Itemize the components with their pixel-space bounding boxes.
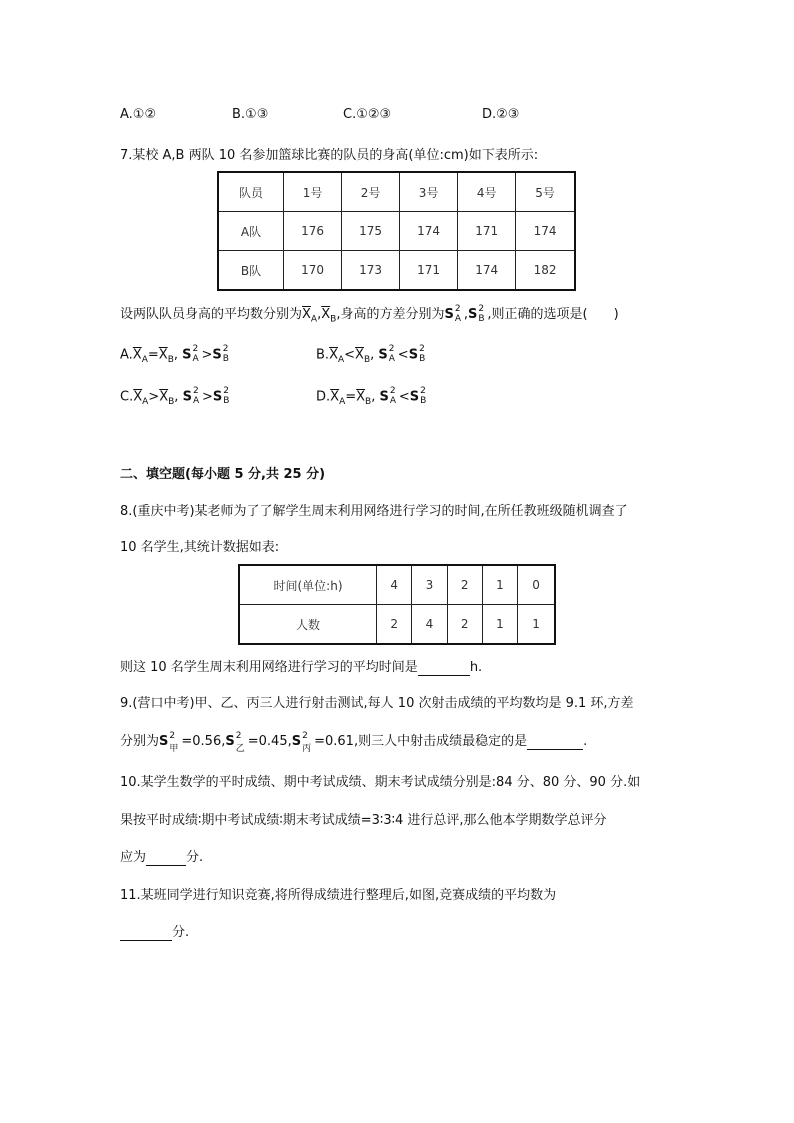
table-header-row xyxy=(218,172,575,212)
q8-line1: 8.(重庆中考)某老师为了了解学生周末利用网络进行学习的时间,在所任教班级随机调查了 xyxy=(120,504,628,519)
table-cell: 182 xyxy=(516,251,575,291)
q7-option-d: $D.\overline{X}_A=\overline{X}_B$, S 2 A <S 2 B xyxy=(316,386,427,408)
table-cell: 174 xyxy=(516,212,575,251)
header-cell: 2号 xyxy=(342,172,400,212)
q8-line2: 10 名学生,其统计数据如表: xyxy=(120,540,280,555)
q8-answer: 则这 10 名学生周末利用网络进行学习的平均时间是 h. xyxy=(120,660,483,675)
section-title: 二、填空题(每小题 5 分,共 25 分) xyxy=(120,467,326,482)
table-cell: 174 xyxy=(400,212,458,251)
answer-blank[interactable] xyxy=(120,925,172,941)
table-row xyxy=(239,565,555,605)
table-cell: 2 xyxy=(377,605,412,645)
header-cell: 5号 xyxy=(516,172,575,212)
q7-stem: 7.某校 A,B 两队 10 名参加篮球比赛的队员的身高(单位:cm)如下表所示: xyxy=(120,148,539,163)
table-cell: 0 xyxy=(518,565,555,605)
table-cell: 175 xyxy=(342,212,400,251)
table-cell: 2 xyxy=(447,565,482,605)
q10-line3: 应为 分. xyxy=(120,850,204,865)
option-d: D.②③ xyxy=(482,107,520,122)
table-cell: 4 xyxy=(377,565,412,605)
q7-question-post: ,则正确的选项是( ) xyxy=(487,307,619,322)
table-cell: 2 xyxy=(447,605,482,645)
q10-line1: 10.某学生数学的平时成绩、期中考试成绩、期末考试成绩分别是:84 分、80 分、90 分.如 xyxy=(120,775,641,790)
option-a: A.①② xyxy=(120,107,157,122)
q7-option-a: $A.\overline{X}_A=\overline{X}_B$, S 2 A >S 2 B xyxy=(120,344,229,366)
q7-option-b: $B.\overline{X}_A<\overline{X}_B$, S 2 A <S 2 B xyxy=(316,344,426,366)
header-cell: 4号 xyxy=(458,172,516,212)
q9-line2: 分别为S 2 甲 =0.56,S 2 乙 =0.45,S 2 丙 =0.61,则三人中射击成绩最稳定的是 . xyxy=(120,730,588,754)
table-cell: 176 xyxy=(284,212,342,251)
q11-line2: 分. xyxy=(120,921,189,941)
q9-line1: 9.(营口中考)甲、乙、丙三人进行射击测试,每人 10 次射击成绩的平均数均是 9.1 环,方差 xyxy=(120,696,634,711)
answer-blank[interactable] xyxy=(146,850,186,866)
table-row xyxy=(239,605,555,645)
table-cell: 1 xyxy=(518,605,555,645)
q11-line1: 11.某班同学进行知识竞赛,将所得成绩进行整理后,如图,竞赛成绩的平均数为 xyxy=(120,888,557,903)
table-cell: 4 xyxy=(412,605,447,645)
q7-option-c: $C.\overline{X}_A>\overline{X}_B$, S 2 A >S 2 B xyxy=(120,386,230,408)
table-cell: 170 xyxy=(284,251,342,291)
table-cell: 3 xyxy=(412,565,447,605)
header-cell: 1号 xyxy=(284,172,342,212)
table-cell: 171 xyxy=(400,251,458,291)
row-label: 人数 xyxy=(239,605,377,645)
q10-line2: 果按平时成绩∶期中考试成绩∶期末考试成绩=3∶3∶4 进行总评,那么他本学期数学总评分 xyxy=(120,813,607,828)
q7-height-table xyxy=(217,171,576,291)
option-b: B.①③ xyxy=(232,107,269,122)
q8-time-table xyxy=(238,564,556,645)
table-row xyxy=(218,212,575,251)
table-row xyxy=(218,251,575,291)
row-label: B队 xyxy=(218,251,284,291)
q7-question-pre: 设两队队员身高的平均数分别为 xyxy=(120,307,303,322)
option-c: C.①②③ xyxy=(343,107,392,122)
header-cell: 队员 xyxy=(218,172,284,212)
table-cell: 1 xyxy=(482,605,517,645)
answer-blank[interactable] xyxy=(527,734,583,750)
row-label: 时间(单位:h) xyxy=(239,565,377,605)
answer-blank[interactable] xyxy=(418,660,470,676)
header-cell: 3号 xyxy=(400,172,458,212)
table-cell: 1 xyxy=(482,565,517,605)
table-cell: 171 xyxy=(458,212,516,251)
q7-question-mid: ,身高的方差分别为 xyxy=(336,307,445,322)
row-label: A队 xyxy=(218,212,284,251)
table-cell: 174 xyxy=(458,251,516,291)
table-cell: 173 xyxy=(342,251,400,291)
q7-question: 设两队队员身高的平均数分别为$\overline{X}_A,\overline{X}_B$,身高的方差分别为S 2 A ,S 2 B ,则正确的选项是( ) xyxy=(120,303,619,325)
